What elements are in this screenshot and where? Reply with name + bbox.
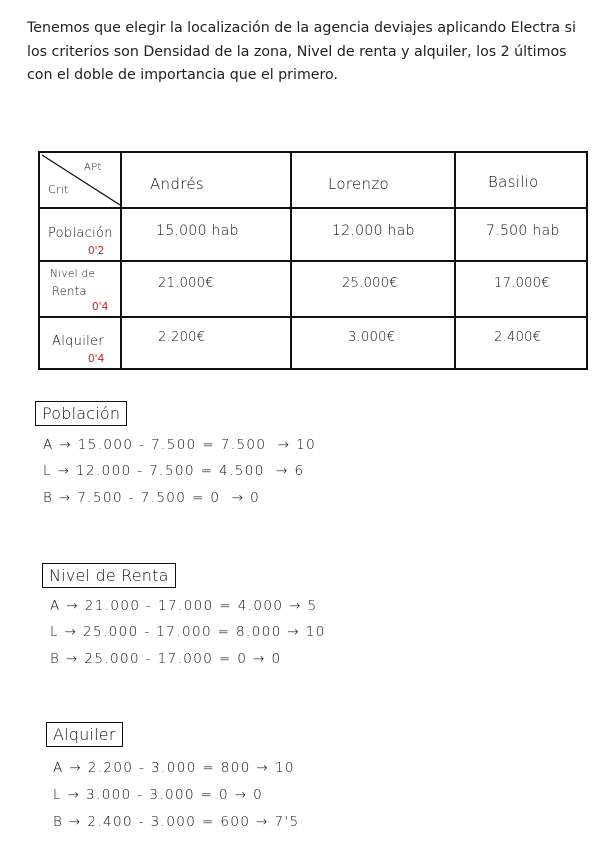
- row-weight: 0'4: [92, 301, 109, 313]
- criteria-table: [38, 151, 588, 370]
- table-cell: [291, 261, 455, 317]
- row-label-cell: [39, 208, 121, 261]
- table-cell: [291, 317, 455, 369]
- column-header-cell: [455, 152, 587, 208]
- row-label: Población: [48, 226, 113, 241]
- section-title-poblacion: Población: [35, 401, 127, 426]
- calc-line: B → 2.400 - 3.000 = 600 → 7'5: [53, 814, 300, 830]
- row-label: Alquiler: [52, 334, 104, 349]
- cell-value: 2.400€: [494, 330, 542, 345]
- cell-value: 2.200€: [158, 330, 206, 345]
- cell-value: 17.000€: [494, 276, 550, 291]
- cell-value: 3.000€: [348, 330, 396, 345]
- calc-line: B → 25.000 - 17.000 = 0 → 0: [50, 651, 282, 667]
- calc-line: L → 25.000 - 17.000 = 8.000 → 10: [50, 624, 326, 640]
- calc-line: A → 15.000 - 7.500 = 7.500 → 10: [43, 437, 317, 453]
- table-cell: [121, 261, 291, 317]
- cell-value: 12.000 hab: [332, 223, 415, 239]
- table-cell: [121, 317, 291, 369]
- table-cell: [455, 261, 587, 317]
- cell-value: 21.000€: [158, 276, 214, 291]
- calc-line: A → 21.000 - 17.000 = 4.000 → 5: [50, 598, 318, 614]
- column-header-cell: [291, 152, 455, 208]
- column-header: Basilio: [488, 173, 539, 191]
- cell-value: 25.000€: [342, 276, 398, 291]
- section-title-alquiler: Alquiler: [46, 722, 123, 747]
- cell-value: 7.500 hab: [486, 223, 560, 239]
- calc-line: L → 3.000 - 3.000 = 0 → 0: [53, 787, 264, 803]
- column-header: Lorenzo: [328, 175, 389, 193]
- table-cell: [455, 317, 587, 369]
- table-cell: [121, 208, 291, 261]
- calc-line: L → 12.000 - 7.500 = 4.500 → 6: [43, 463, 305, 479]
- row-label-line2: Renta: [52, 284, 87, 298]
- row-label-cell: [39, 261, 121, 317]
- calc-line: B → 7.500 - 7.500 = 0 → 0: [43, 490, 261, 506]
- exercise-statement: Tenemos que elegir la localización de la agencia deviajes aplicando Electra si los criterios son Densidad de la zona, Nivel de renta y alquiler, los 2 últimos con el doble de importancia que el primero.: [27, 20, 576, 83]
- row-weight: 0'4: [88, 353, 105, 365]
- corner-top-label: APt: [84, 162, 102, 173]
- row-label-cell: [39, 317, 121, 369]
- diagonal-divider: [40, 153, 120, 207]
- section-title-nivel-renta: Nivel de Renta: [42, 563, 176, 588]
- cell-value: 15.000 hab: [156, 223, 239, 239]
- table-cell: [455, 208, 587, 261]
- corner-cell: [39, 152, 121, 208]
- table-cell: [291, 208, 455, 261]
- row-label-line1: Nivel de: [50, 268, 96, 280]
- row-weight: 0'2: [88, 245, 105, 257]
- corner-bottom-label: Crit: [48, 183, 69, 196]
- column-header-cell: [121, 152, 291, 208]
- column-header: Andrés: [150, 175, 204, 193]
- calc-line: A → 2.200 - 3.000 = 800 → 10: [53, 760, 295, 776]
